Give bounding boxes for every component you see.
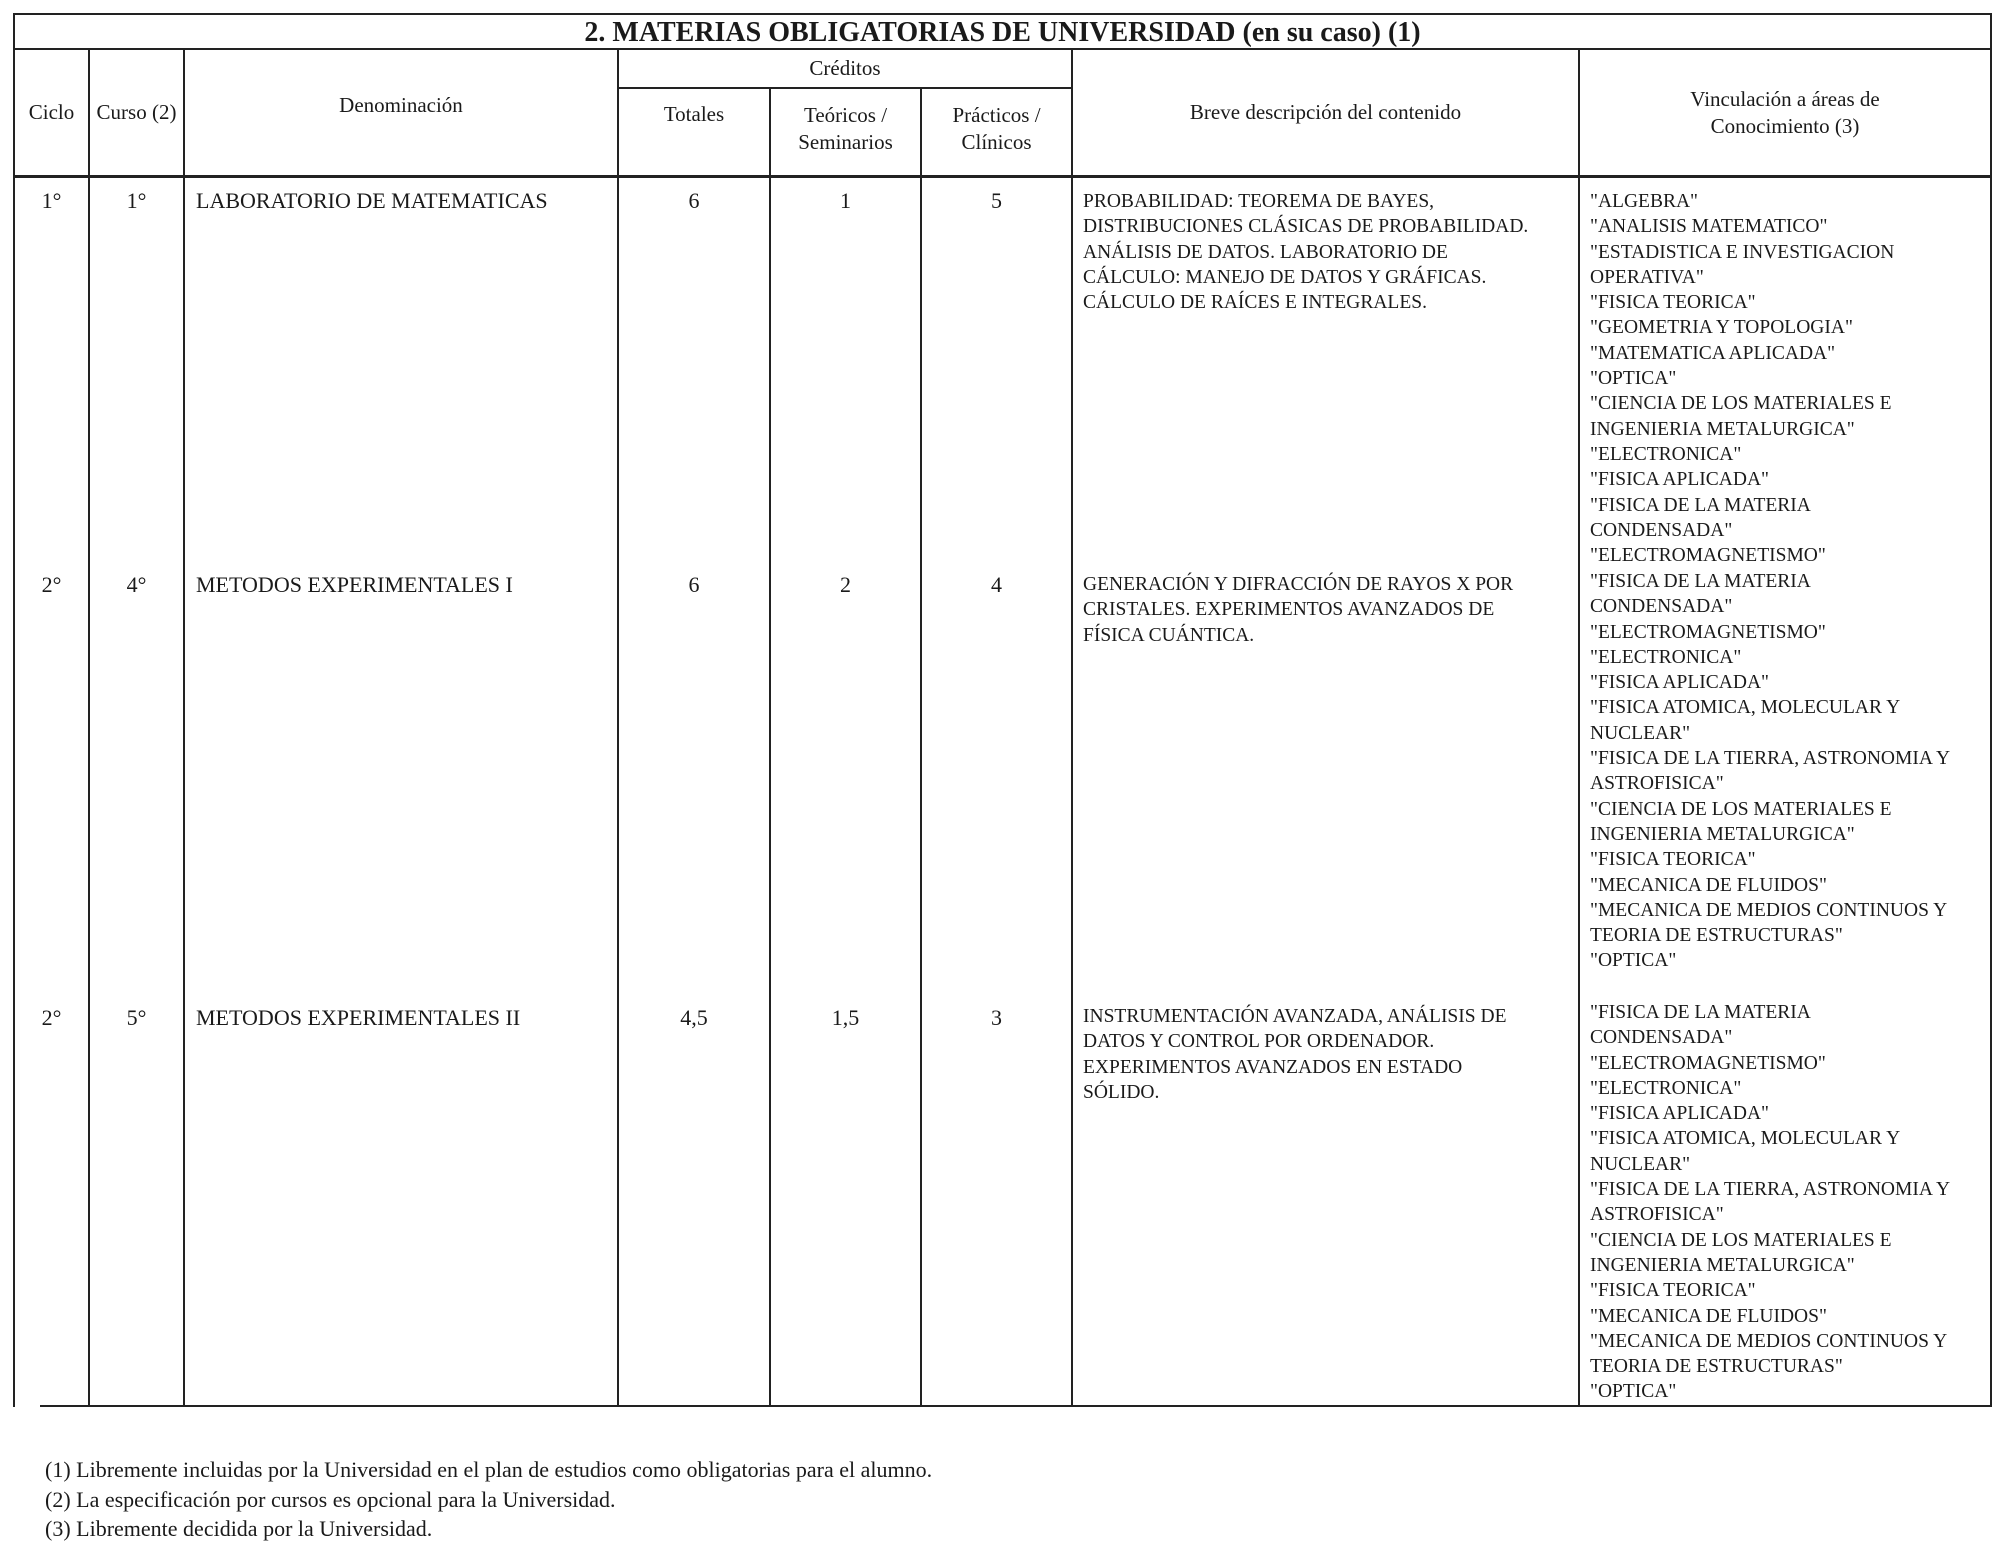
area-line: "FISICA APLICADA" [1590, 469, 1769, 491]
area-line: "MECANICA DE MEDIOS CONTINUOS Y [1590, 1330, 1948, 1352]
footnote: (1) Libremente incluidas por la Universidad en el plan de estudios como obligatorias para el alumno. [45, 1457, 933, 1482]
area-line: ASTROFISICA" [1590, 773, 1724, 795]
cell-descripcion [1083, 189, 1573, 315]
cell-teoricos: 2 [840, 572, 851, 597]
col-sep-curso [183, 50, 185, 1407]
area-line: INGENIERIA METALURGICA" [1590, 1254, 1855, 1276]
cell-descripcion [1083, 1004, 1573, 1105]
table-left-border [13, 50, 15, 1407]
area-line: "FISICA TEORICA" [1590, 292, 1756, 314]
cell-areas [1590, 569, 1988, 974]
table-bottom-border [40, 1405, 1990, 1407]
cell-ciclo: 2° [41, 1005, 62, 1030]
area-line: "MECANICA DE FLUIDOS" [1590, 1305, 1827, 1327]
footnotes [45, 1455, 932, 1544]
cell-practicos: 4 [991, 572, 1002, 597]
area-line: "FISICA DE LA MATERIA [1590, 494, 1811, 516]
cell-curso: 5° [126, 1005, 147, 1030]
area-line: "OPTICA" [1590, 950, 1677, 972]
header-practicos: Prácticos / Clínicos [952, 103, 1041, 154]
area-line: ASTROFISICA" [1590, 1204, 1724, 1226]
cell-descripcion [1083, 572, 1573, 648]
area-line: "ELECTRONICA" [1590, 1077, 1742, 1099]
area-line: "ELECTROMAGNETISMO" [1590, 1052, 1826, 1074]
cell-practicos: 5 [991, 188, 1002, 213]
cell-totales: 4,5 [680, 1005, 708, 1030]
area-line: "CIENCIA DE LOS MATERIALES E [1590, 393, 1892, 415]
description-line: PROBABILIDAD: TEOREMA DE BAYES, [1083, 191, 1435, 212]
col-sep-descripcion [1578, 50, 1580, 1407]
footnote: (2) La especificación por cursos es opcional para la Universidad. [45, 1486, 616, 1512]
header-vinculacion: Vinculación a áreas de Conocimiento (3) [1690, 86, 1880, 138]
description-line: GENERACIÓN Y DIFRACCIÓN DE RAYOS X POR [1083, 574, 1514, 595]
area-line: "OPTICA" [1590, 1381, 1677, 1403]
table-right-border [1990, 50, 1992, 1407]
cell-practicos: 3 [991, 1005, 1002, 1030]
cell-areas [1590, 189, 1988, 568]
area-line: "FISICA APLICADA" [1590, 672, 1769, 694]
area-line: NUCLEAR" [1590, 1153, 1691, 1175]
header-creditos: Créditos [809, 56, 881, 80]
col-sep-ciclo [88, 50, 90, 1407]
area-line: "CIENCIA DE LOS MATERIALES E [1590, 798, 1892, 820]
description-line: SÓLIDO. [1083, 1081, 1160, 1103]
page-title: 2. MATERIAS OBLIGATORIAS DE UNIVERSIDAD (en su caso) (1) [13, 13, 1992, 50]
area-line: "OPTICA" [1590, 368, 1677, 390]
col-sep-teoricos [920, 88, 922, 1407]
header-ciclo: Ciclo [28, 100, 75, 124]
cell-areas [1590, 1000, 1988, 1405]
cell-denominacion: METODOS EXPERIMENTALES I [196, 572, 513, 597]
header-teoricos: Teóricos / Seminarios [798, 103, 893, 154]
cell-curso: 1° [126, 188, 147, 213]
area-line: "ALGEBRA" [1590, 191, 1699, 212]
header-descripcion: Breve descripción del contenido [1189, 100, 1462, 124]
area-line: "FISICA ATOMICA, MOLECULAR Y [1590, 697, 1901, 719]
area-line: "ELECTRONICA" [1590, 646, 1742, 668]
area-line: "FISICA TEORICA" [1590, 1280, 1756, 1302]
area-line: "ANALISIS MATEMATICO" [1590, 216, 1828, 238]
cell-denominacion: LABORATORIO DE MATEMATICAS [196, 188, 548, 213]
area-line: OPERATIVA" [1590, 266, 1704, 288]
cell-totales: 6 [688, 572, 700, 597]
area-line: CONDENSADA" [1590, 596, 1733, 618]
description-line: FÍSICA CUÁNTICA. [1083, 624, 1255, 646]
area-line: "FISICA DE LA TIERRA, ASTRONOMIA Y [1590, 1179, 1951, 1201]
area-line: "ELECTROMAGNETISMO" [1590, 621, 1826, 643]
area-line: INGENIERIA METALURGICA" [1590, 823, 1855, 845]
description-line: CRISTALES. EXPERIMENTOS AVANZADOS DE [1083, 599, 1495, 621]
area-line: TEORIA DE ESTRUCTURAS" [1590, 925, 1843, 947]
cell-ciclo: 2° [41, 572, 62, 597]
description-line: EXPERIMENTOS AVANZADOS EN ESTADO [1083, 1056, 1463, 1078]
footnote: (3) Libremente decidida por la Universidad. [45, 1516, 433, 1541]
col-sep-denominacion [617, 50, 619, 1407]
description-line: CÁLCULO: MANEJO DE DATOS Y GRÁFICAS. [1083, 266, 1487, 288]
cell-teoricos: 1 [840, 188, 851, 213]
area-line: "FISICA DE LA MATERIA [1590, 1002, 1811, 1023]
area-line: "ELECTROMAGNETISMO" [1590, 545, 1826, 567]
col-sep-totales [769, 88, 771, 1407]
cell-denominacion: METODOS EXPERIMENTALES II [196, 1005, 521, 1030]
header-totales: Totales [663, 101, 725, 126]
area-line: INGENIERIA METALURGICA" [1590, 418, 1855, 440]
area-line: CONDENSADA" [1590, 1027, 1733, 1049]
area-line: "FISICA DE LA TIERRA, ASTRONOMIA Y [1590, 748, 1951, 770]
area-line: "ESTADISTICA E INVESTIGACION [1590, 241, 1895, 263]
area-line: "FISICA APLICADA" [1590, 1103, 1769, 1125]
cell-curso: 4° [126, 572, 147, 597]
header-curso: Curso (2) [96, 100, 177, 124]
col-sep-practicos [1071, 50, 1073, 1407]
area-line: "GEOMETRIA Y TOPOLOGIA" [1590, 317, 1853, 339]
description-line: ANÁLISIS DE DATOS. LABORATORIO DE [1083, 241, 1448, 263]
area-line: CONDENSADA" [1590, 519, 1733, 541]
cell-totales: 6 [688, 188, 700, 213]
area-line: "MECANICA DE FLUIDOS" [1590, 874, 1827, 896]
area-line: "FISICA TEORICA" [1590, 849, 1756, 871]
description-line: DISTRIBUCIONES CLÁSICAS DE PROBABILIDAD. [1083, 216, 1529, 238]
area-line: "MECANICA DE MEDIOS CONTINUOS Y [1590, 899, 1948, 921]
area-line: NUCLEAR" [1590, 722, 1691, 744]
area-line: "FISICA ATOMICA, MOLECULAR Y [1590, 1128, 1901, 1150]
header-denominacion: Denominación [339, 92, 463, 117]
area-line: "CIENCIA DE LOS MATERIALES E [1590, 1229, 1892, 1251]
area-line: "FISICA DE LA MATERIA [1590, 571, 1811, 592]
cell-ciclo: 1° [41, 188, 62, 213]
description-line: INSTRUMENTACIÓN AVANZADA, ANÁLISIS DE [1083, 1006, 1507, 1027]
cell-teoricos: 1,5 [831, 1005, 860, 1030]
area-line: "ELECTRONICA" [1590, 443, 1742, 465]
description-line: DATOS Y CONTROL POR ORDENADOR. [1083, 1031, 1435, 1053]
description-line: CÁLCULO DE RAÍCES E INTEGRALES. [1083, 292, 1427, 314]
area-line: "MATEMATICA APLICADA" [1590, 342, 1836, 364]
area-line: TEORIA DE ESTRUCTURAS" [1590, 1356, 1843, 1378]
